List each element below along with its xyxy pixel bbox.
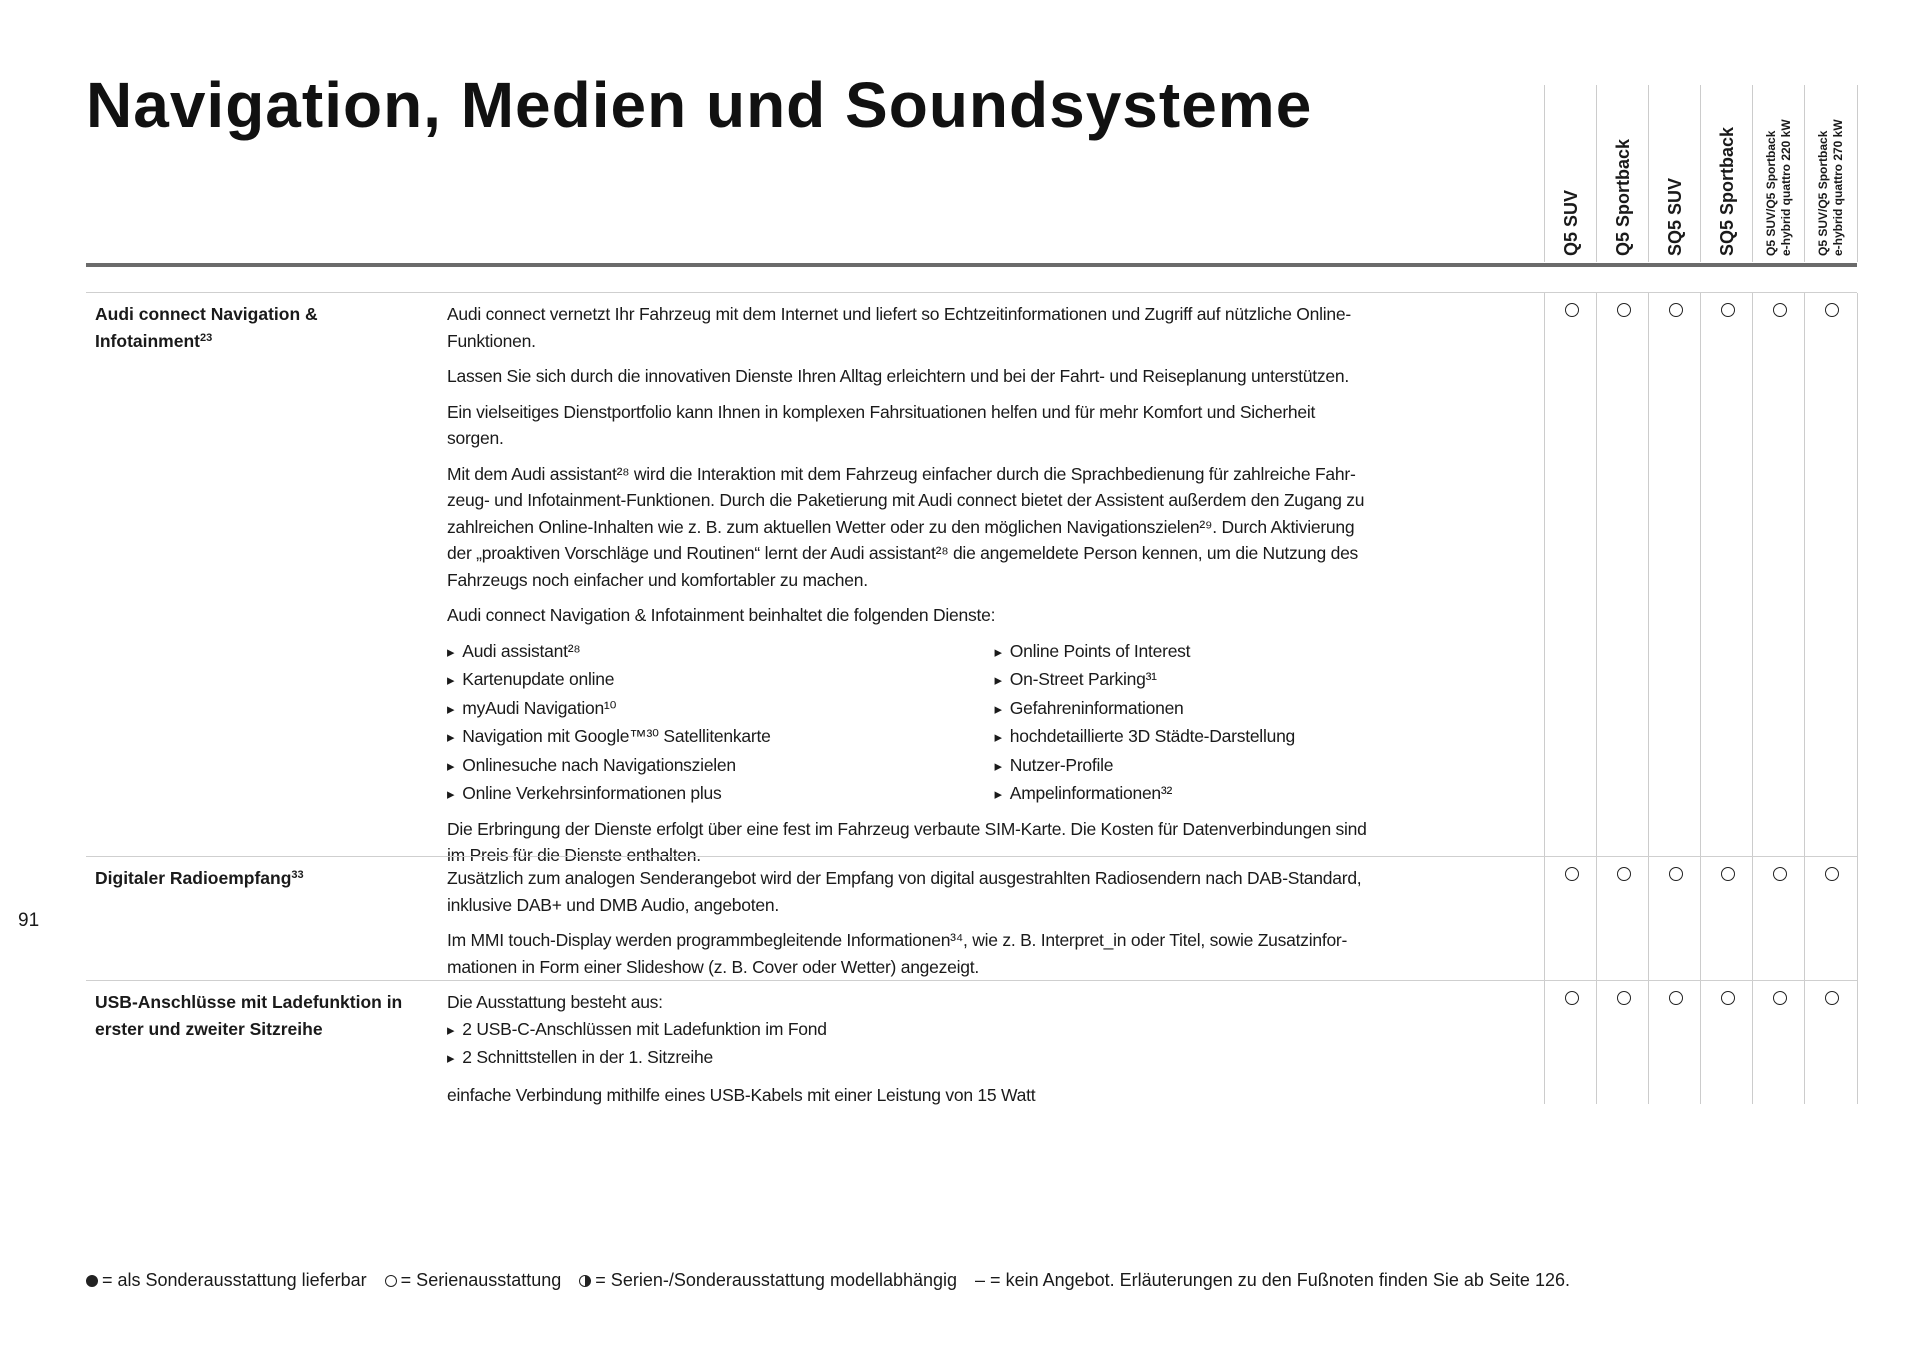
- list-item: ▸ Gefahreninformationen: [995, 695, 1543, 724]
- description-line: mationen in Form einer Slideshow (z. B. Cover oder Wetter) angezeigt.: [447, 956, 979, 977]
- empty-circle-icon: [385, 1275, 397, 1287]
- list-item: ▸ Kartenupdate online: [447, 666, 995, 695]
- empty-circle-icon: [1669, 867, 1683, 881]
- description-line: sorgen.: [447, 428, 504, 448]
- half-circle-icon: [579, 1275, 591, 1287]
- feature-name: [95, 865, 435, 892]
- availability-cell: [1804, 857, 1858, 981]
- page-number: 91: [18, 910, 40, 931]
- description-line: Audi connect Navigation & Infotainment beinhaltet die folgenden Dienste:: [447, 605, 996, 625]
- list-item: ▸ hochdetaillierte 3D Städte-Darstellung: [995, 723, 1543, 752]
- column-header-label: [1764, 119, 1794, 256]
- column-label-line: e-hybrid quattro 270 kW: [1831, 119, 1845, 256]
- empty-circle-icon: [1825, 303, 1839, 317]
- description-line: zeug- und Infotainment-Funktionen. Durch die Paketierung mit Audi connect bietet der Assistent außerdem den Zugang zu: [447, 490, 1365, 510]
- list-item: ▸ 2 USB-C-Anschlüssen mit Ladefunktion im Fond: [447, 1016, 1542, 1045]
- legend: [86, 1270, 1570, 1291]
- list-item: ▸ Audi assistant²⁸: [447, 638, 995, 667]
- empty-circle-icon: [1773, 867, 1787, 881]
- empty-circle-icon: [1617, 991, 1631, 1005]
- availability-cell: [1596, 981, 1649, 1104]
- column-header: [1700, 85, 1753, 262]
- feature-name-text: USB-Anschlüsse mit Ladefunktion in erster und zweiter Sitzreihe: [95, 992, 403, 1039]
- column-label-line: e-hybrid quattro 220 kW: [1779, 119, 1793, 256]
- description-paragraph: [447, 399, 1542, 452]
- column-header-label: [1666, 178, 1684, 256]
- description-line: Die Erbringung der Dienste erfolgt über eine fest im Fahrzeug verbaute SIM-Karte. Die Kosten für Datenverbindungen sind: [447, 818, 1367, 839]
- description-line: einfache Verbindung mithilfe eines USB-Kabels mit einer Leistung von 15 Watt: [447, 1084, 1036, 1105]
- description-intro: Die Ausstattung besteht aus:: [447, 992, 663, 1012]
- list-item: ▸ 2 Schnittstellen in der 1. Sitzreihe: [447, 1044, 1542, 1073]
- column-label-line: Q5 SUV/Q5 Sportback: [1816, 130, 1830, 256]
- services-column: [995, 638, 1543, 809]
- feature-description: [447, 865, 1542, 989]
- list-item: ▸ myAudi Navigation¹⁰: [447, 695, 995, 724]
- feature-description: [447, 301, 1542, 878]
- availability-cell: [1544, 293, 1597, 857]
- availability-cell: [1648, 293, 1701, 857]
- description-line: im Preis für die Dienste enthalten.: [447, 845, 701, 865]
- availability-cell: [1596, 293, 1649, 857]
- availability-cell: [1700, 857, 1753, 981]
- column-label-line: Q5 Sportback: [1613, 138, 1633, 256]
- table-row: [86, 980, 1857, 1104]
- column-header-label: [1718, 127, 1736, 256]
- empty-circle-icon: [1773, 303, 1787, 317]
- feature-name: [95, 301, 435, 355]
- header-divider: [86, 263, 1857, 267]
- empty-circle-icon: [1721, 867, 1735, 881]
- column-header-label: [1816, 119, 1846, 256]
- legend-optional: = als Sonderausstattung lieferbar: [102, 1270, 367, 1290]
- footnote-ref: 33: [291, 869, 304, 881]
- list-item: ▸ On-Street Parking³¹: [995, 666, 1543, 695]
- column-header: [1544, 85, 1597, 262]
- footnote-ref: 23: [200, 332, 213, 344]
- availability-cell: [1752, 981, 1805, 1104]
- empty-circle-icon: [1565, 303, 1579, 317]
- table-row: [86, 292, 1857, 865]
- description-line: Im MMI touch-Display werden programmbegleitende Informationen³⁴, wie z. B. Interpret_in oder Titel, sowie Zusatzinfor-: [447, 930, 1348, 950]
- description-paragraph: [447, 1082, 1542, 1109]
- description-line: Zusätzlich zum analogen Senderangebot wird der Empfang von digital ausgestrahlten Radiosendern nach DAB-Standard,: [447, 868, 1362, 888]
- description-paragraph: [447, 602, 1542, 629]
- description-paragraph: [447, 865, 1542, 918]
- column-header-label: [1562, 190, 1580, 256]
- description-paragraph: [447, 927, 1542, 980]
- empty-circle-icon: [1825, 867, 1839, 881]
- availability-cell: [1804, 981, 1858, 1104]
- column-header: [1596, 85, 1649, 262]
- column-label-line: SQ5 Sportback: [1717, 126, 1737, 256]
- feature-name-text: Digitaler Radioempfang: [95, 868, 292, 888]
- availability-cell: [1700, 981, 1753, 1104]
- availability-cell: [1752, 857, 1805, 981]
- availability-cell: [1648, 981, 1701, 1104]
- page-title: Navigation, Medien und Soundsysteme: [86, 69, 1313, 141]
- empty-circle-icon: [1669, 303, 1683, 317]
- equipment-list: [447, 1016, 1542, 1073]
- empty-circle-icon: [1669, 991, 1683, 1005]
- legend-model-dependent: = Serien-/Sonderausstattung modellabhängig: [595, 1270, 958, 1290]
- availability-cell: [1700, 293, 1753, 857]
- feature-name: [95, 989, 435, 1043]
- empty-circle-icon: [1721, 303, 1735, 317]
- availability-cell: [1752, 293, 1805, 857]
- list-item: ▸ Nutzer-Profile: [995, 752, 1543, 781]
- availability-cell: [1544, 857, 1597, 981]
- availability-cell: [1596, 857, 1649, 981]
- description-line: Funktionen.: [447, 330, 536, 351]
- list-item: ▸ Online Verkehrsinformationen plus: [447, 780, 995, 809]
- availability-cell: [1648, 857, 1701, 981]
- column-header: [1804, 85, 1858, 262]
- list-item: ▸ Ampelinformationen³²: [995, 780, 1543, 809]
- empty-circle-icon: [1617, 303, 1631, 317]
- feature-description: [447, 989, 1542, 1117]
- column-label-line: Q5 SUV: [1561, 189, 1581, 256]
- column-header-label: [1614, 139, 1632, 256]
- column-label-line: SQ5 SUV: [1665, 177, 1685, 256]
- empty-circle-icon: [1617, 867, 1631, 881]
- list-item: ▸ Onlinesuche nach Navigationszielen: [447, 752, 995, 781]
- description-line: zahlreichen Online-Inhalten wie z. B. zum aktuellen Wetter oder zu den möglichen Navigationszielen²⁹. Durch Aktivierung: [447, 516, 1355, 537]
- description-paragraph: [447, 461, 1542, 594]
- column-header: [1648, 85, 1701, 262]
- empty-circle-icon: [1721, 991, 1735, 1005]
- description-line: der „proaktiven Vorschläge und Routinen“ lernt der Audi assistant²⁸ die angemeldete Person kennen, um die Nutzung des: [447, 543, 1359, 563]
- services-list: [447, 638, 1542, 816]
- description-line: inklusive DAB+ und DMB Audio, angeboten.: [447, 894, 779, 915]
- description-line: Ein vielseitiges Dienstportfolio kann Ihnen in komplexen Fahrsituationen helfen und für mehr Komfort und Sicherheit: [447, 401, 1316, 422]
- filled-circle-icon: [86, 1275, 98, 1287]
- description-paragraph: [447, 363, 1542, 390]
- empty-circle-icon: [1565, 867, 1579, 881]
- empty-circle-icon: [1565, 991, 1579, 1005]
- list-item: ▸ Online Points of Interest: [995, 638, 1543, 667]
- table-row: [86, 856, 1857, 981]
- feature-name-text: Audi connect Navigation & Infotainment: [95, 304, 318, 351]
- availability-cell: [1804, 293, 1858, 857]
- empty-circle-icon: [1825, 991, 1839, 1005]
- description-line: Fahrzeugs noch einfacher und komfortabler zu machen.: [447, 569, 868, 590]
- description-paragraph: [447, 301, 1542, 354]
- services-column: [447, 638, 995, 809]
- legend-none: – = kein Angebot. Erläuterungen zu den Fußnoten finden Sie ab Seite 126.: [975, 1270, 1570, 1290]
- column-label-line: Q5 SUV/Q5 Sportback: [1764, 130, 1778, 256]
- description-line: Lassen Sie sich durch die innovativen Dienste Ihren Alltag erleichtern und bei der Fahrt- und Reiseplanung unterstützen.: [447, 366, 1349, 386]
- description-line: Mit dem Audi assistant²⁸ wird die Interaktion mit dem Fahrzeug einfacher durch die Sprachbedienung für zahlreiche Fahr-: [447, 463, 1356, 484]
- availability-cell: [1544, 981, 1597, 1104]
- list-item: ▸ Navigation mit Google™³⁰ Satellitenkarte: [447, 723, 995, 752]
- description-line: Audi connect vernetzt Ihr Fahrzeug mit dem Internet und liefert so Echtzeitinformationen und Zugriff auf nützliche Online-: [447, 304, 1351, 324]
- legend-serie: = Serienausstattung: [400, 1270, 562, 1290]
- column-header: [1752, 85, 1805, 262]
- empty-circle-icon: [1773, 991, 1787, 1005]
